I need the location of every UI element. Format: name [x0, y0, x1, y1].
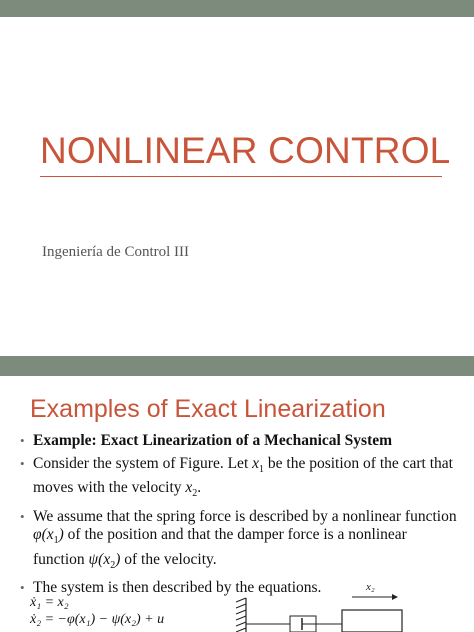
- velocity-label: x₂: [366, 581, 375, 593]
- math-var: ): [58, 526, 64, 544]
- bullet-text: be the position of the cart that moves with the velocity: [33, 454, 453, 497]
- wall-icon: [236, 598, 246, 632]
- bullet-text: Consider the system of Figure. Let: [33, 454, 253, 472]
- slide-title: NONLINEAR CONTROL: [40, 130, 451, 171]
- bullet-text: .: [197, 479, 202, 497]
- bullet-text: of the velocity.: [120, 550, 217, 568]
- slide-title: Examples of Exact Linearization: [30, 395, 386, 423]
- bullet-text: of the position and that the damper force is a nonlinear function: [33, 526, 407, 568]
- math-sub: 2: [110, 559, 116, 571]
- math-sub: 1: [53, 535, 59, 547]
- math-var: x: [185, 479, 193, 497]
- slide-subtitle: Ingeniería de Control III: [42, 244, 190, 260]
- bullet-item: [20, 508, 460, 576]
- math-sub: 1: [259, 463, 265, 475]
- slide-2: [0, 376, 474, 632]
- bullet-icon: •: [20, 508, 25, 524]
- slide-separator: [0, 356, 474, 376]
- math-sub: 2: [192, 488, 198, 500]
- damper-icon: [246, 616, 342, 632]
- bullet-text: The system is then described by the equations.: [33, 579, 322, 597]
- velocity-arrow-icon: [352, 594, 398, 600]
- equation: ẋ₂ = −φ(x₁) − ψ(x₂) + u: [30, 612, 165, 627]
- math-var: ψ(x: [88, 550, 111, 568]
- equation: ẋ₁ = x₂: [30, 595, 69, 610]
- slide-separator-top: [0, 0, 474, 17]
- bullet-icon: •: [20, 433, 25, 448]
- cart-icon: [342, 610, 402, 632]
- math-var: x: [252, 454, 260, 472]
- bullet-icon: •: [20, 455, 25, 471]
- math-var: φ(x: [33, 526, 54, 544]
- equation-block: [30, 594, 164, 628]
- title-underline: [40, 176, 442, 177]
- math-var: ): [115, 550, 121, 568]
- cart-spring-damper-diagram: [232, 576, 452, 632]
- slide-1: [0, 17, 474, 356]
- bullet-text: We assume that the spring force is described by a nonlinear function: [33, 507, 457, 525]
- bullet-item: [20, 455, 460, 504]
- bullet-icon: •: [20, 580, 25, 596]
- bullet-text: Example: Exact Linearization of a Mechanical System: [33, 432, 393, 449]
- bullet-item: [20, 432, 460, 451]
